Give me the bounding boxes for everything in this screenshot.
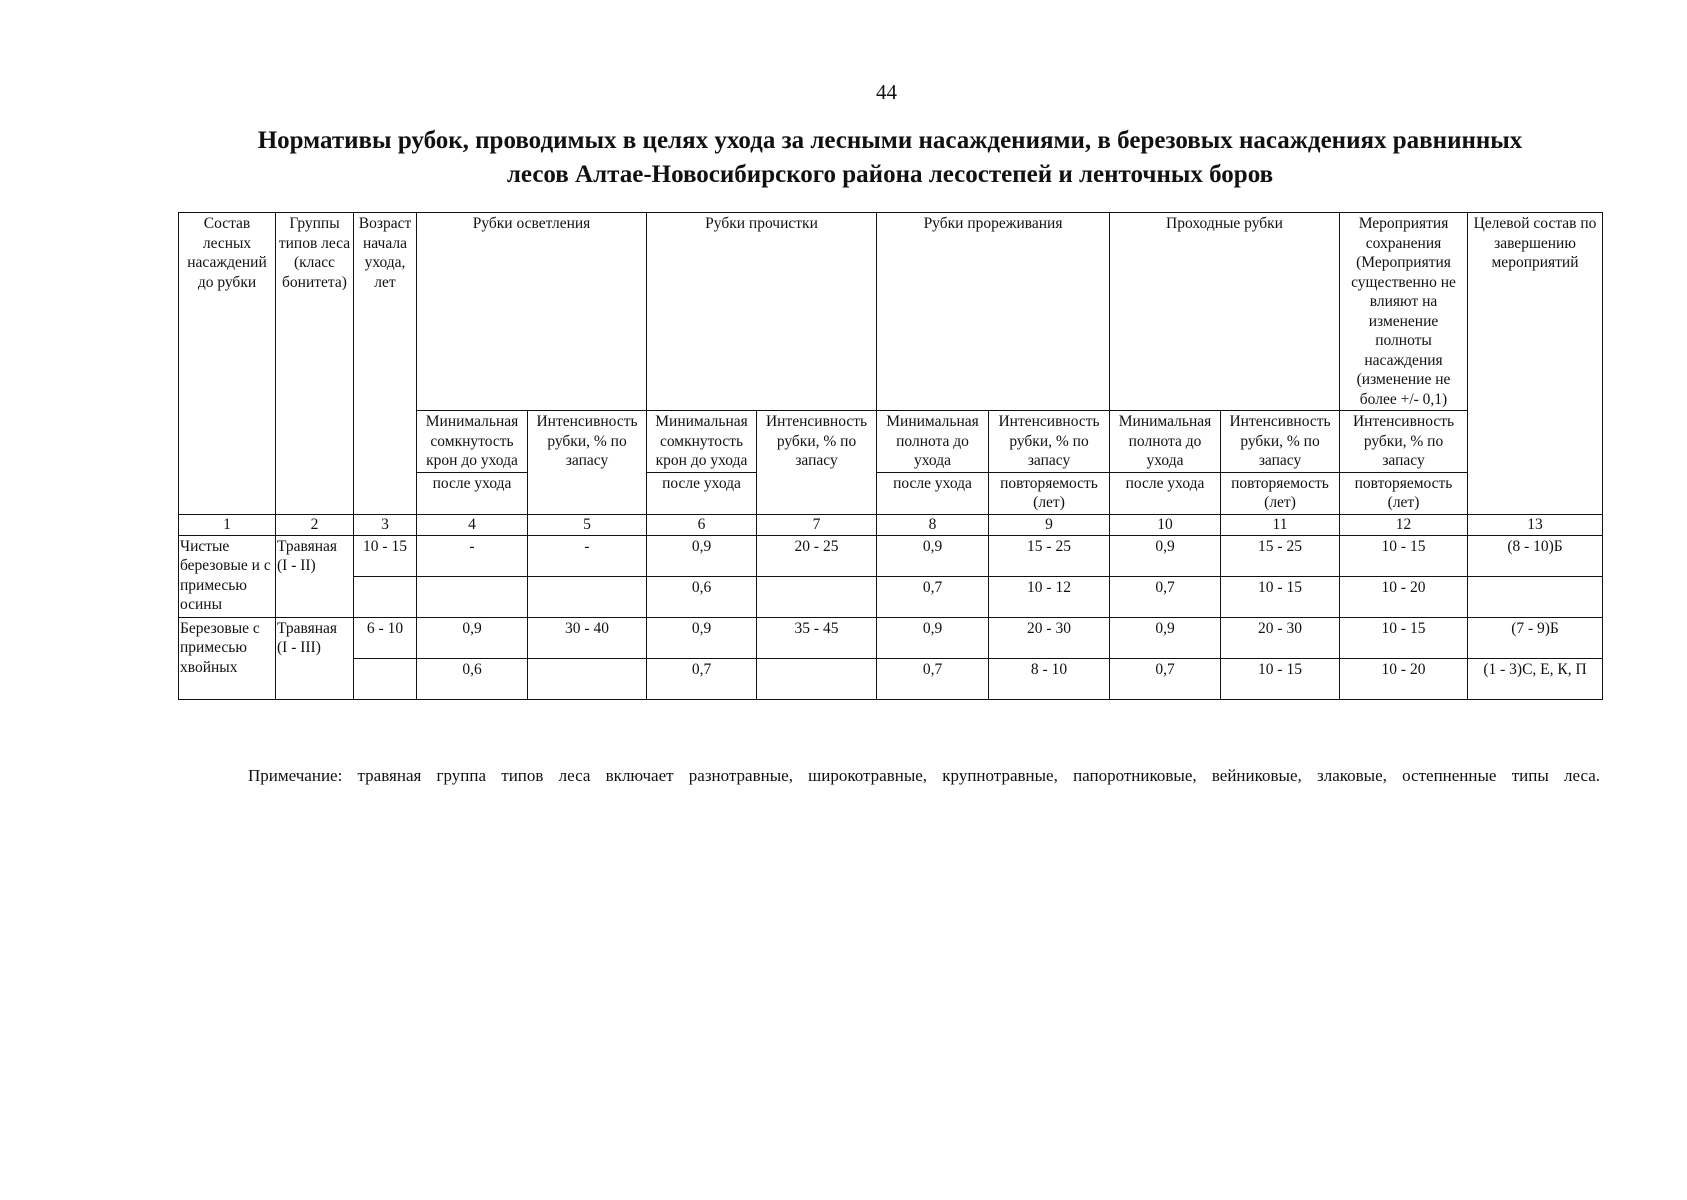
table-cell: - bbox=[417, 535, 528, 576]
header-forest-type-groups: Группы типов леса (класс бонитета) bbox=[276, 213, 354, 515]
table-cell bbox=[757, 576, 877, 617]
table-cell: 0,9 bbox=[417, 617, 528, 658]
table-row bbox=[179, 576, 1603, 617]
column-number: 6 bbox=[647, 514, 757, 535]
table-cell: 15 - 25 bbox=[1221, 535, 1340, 576]
column-number: 2 bbox=[276, 514, 354, 535]
header-thinning-cutting: Рубки прореживания bbox=[877, 213, 1110, 411]
cell-start-age-empty bbox=[354, 658, 417, 699]
cell-forest-type: Травяная (I - III) bbox=[276, 617, 354, 699]
table-cell: 35 - 45 bbox=[757, 617, 877, 658]
header-min-crown-density-6: Минимальная сомкнутость крон до ухода bbox=[647, 411, 757, 473]
header-intensity-7: Интенсивность рубки, % по запасу bbox=[757, 411, 877, 515]
table-cell bbox=[1468, 576, 1603, 617]
table-cell: 0,6 bbox=[417, 658, 528, 699]
column-number: 10 bbox=[1110, 514, 1221, 535]
title-line-1: Нормативы рубок, проводимых в целях ухода за лесными насаждениями, в березовых насаждениях равнинных bbox=[257, 127, 1523, 154]
table-cell: 0,7 bbox=[1110, 658, 1221, 699]
table-cell: 0,7 bbox=[877, 576, 989, 617]
table-cell: 0,7 bbox=[1110, 576, 1221, 617]
table-cell: 10 - 12 bbox=[989, 576, 1110, 617]
header-preservation-measures: Мероприятия сохранения (Мероприятия существенно не влияют на изменение полноты насаждения (изменение не более +/- 0,1) bbox=[1340, 213, 1468, 411]
column-number: 8 bbox=[877, 514, 989, 535]
header-after-care-4: после ухода bbox=[417, 472, 528, 514]
cell-start-age-empty bbox=[354, 576, 417, 617]
table-cell: (7 - 9)Б bbox=[1468, 617, 1603, 658]
column-number: 3 bbox=[354, 514, 417, 535]
footnote: Примечание: травяная группа типов леса включает разнотравные, широкотравные, крупнотравные, папоротниковые, вейниковые, злаковые, остепненные типы леса. bbox=[248, 766, 1600, 785]
table-cell: 20 - 30 bbox=[1221, 617, 1340, 658]
title-line-2: лесов Алтае-Новосибирского района лесостепей и ленточных боров bbox=[506, 161, 1274, 188]
header-composition: Состав лесных насаждений до рубки bbox=[179, 213, 276, 515]
column-number: 7 bbox=[757, 514, 877, 535]
header-after-care-6: после ухода bbox=[647, 472, 757, 514]
table-cell: 0,9 bbox=[647, 535, 757, 576]
table-cell: 20 - 25 bbox=[757, 535, 877, 576]
table-cell bbox=[528, 576, 647, 617]
table-cell: 0,9 bbox=[647, 617, 757, 658]
header-row-main bbox=[179, 213, 1603, 411]
header-min-crown-density-4: Минимальная сомкнутость крон до ухода bbox=[417, 411, 528, 473]
table-cell: - bbox=[528, 535, 647, 576]
cell-forest-type: Травяная (I - II) bbox=[276, 535, 354, 617]
cell-start-age: 10 - 15 bbox=[354, 535, 417, 576]
table-cell: 10 - 15 bbox=[1340, 617, 1468, 658]
table-row bbox=[179, 535, 1603, 576]
table-cell: 10 - 20 bbox=[1340, 658, 1468, 699]
header-min-fullness-10: Минимальная полнота до ухода bbox=[1110, 411, 1221, 473]
header-clarification-cutting: Рубки осветления bbox=[417, 213, 647, 411]
column-number: 9 bbox=[989, 514, 1110, 535]
header-target-composition: Целевой состав по завершению мероприятий bbox=[1468, 213, 1603, 515]
column-number: 1 bbox=[179, 514, 276, 535]
header-start-age: Возраст начала ухода, лет bbox=[354, 213, 417, 515]
table-cell bbox=[757, 658, 877, 699]
header-cleaning-cutting: Рубки прочистки bbox=[647, 213, 877, 411]
table-cell: 0,7 bbox=[877, 658, 989, 699]
table-cell: 10 - 15 bbox=[1340, 535, 1468, 576]
header-after-care-8: после ухода bbox=[877, 472, 989, 514]
table-cell: 10 - 15 bbox=[1221, 576, 1340, 617]
cell-start-age: 6 - 10 bbox=[354, 617, 417, 658]
header-passage-cutting: Проходные рубки bbox=[1110, 213, 1340, 411]
table-cell: 0,9 bbox=[1110, 535, 1221, 576]
column-number: 11 bbox=[1221, 514, 1340, 535]
table-cell: 15 - 25 bbox=[989, 535, 1110, 576]
table-cell: 0,9 bbox=[877, 535, 989, 576]
header-intensity-11: Интенсивность рубки, % по запасу bbox=[1221, 411, 1340, 473]
table-cell bbox=[528, 658, 647, 699]
column-number: 5 bbox=[528, 514, 647, 535]
table-cell: 8 - 10 bbox=[989, 658, 1110, 699]
table-cell: 10 - 20 bbox=[1340, 576, 1468, 617]
header-intensity-12: Интенсивность рубки, % по запасу bbox=[1340, 411, 1468, 473]
column-number: 4 bbox=[417, 514, 528, 535]
column-number: 12 bbox=[1340, 514, 1468, 535]
table-cell: 30 - 40 bbox=[528, 617, 647, 658]
header-repeatability-12: повторяемость (лет) bbox=[1340, 472, 1468, 514]
page-number: 44 bbox=[876, 80, 897, 104]
table-row bbox=[179, 658, 1603, 699]
header-repeatability-9: повторяемость (лет) bbox=[989, 472, 1110, 514]
header-after-care-10: после ухода bbox=[1110, 472, 1221, 514]
table-row bbox=[179, 617, 1603, 658]
header-min-fullness-8: Минимальная полнота до ухода bbox=[877, 411, 989, 473]
header-repeatability-11: повторяемость (лет) bbox=[1221, 472, 1340, 514]
table-cell: 0,6 bbox=[647, 576, 757, 617]
table-cell: 0,9 bbox=[1110, 617, 1221, 658]
header-intensity-5: Интенсивность рубки, % по запасу bbox=[528, 411, 647, 515]
document-title bbox=[180, 124, 1600, 192]
table-cell: 0,7 bbox=[647, 658, 757, 699]
column-number: 13 bbox=[1468, 514, 1603, 535]
norms-table bbox=[178, 212, 1603, 700]
table-cell: 0,9 bbox=[877, 617, 989, 658]
table-cell: (8 - 10)Б bbox=[1468, 535, 1603, 576]
column-numbers-row bbox=[179, 514, 1603, 535]
header-intensity-9: Интенсивность рубки, % по запасу bbox=[989, 411, 1110, 473]
cell-composition: Чистые березовые и с примесью осины bbox=[179, 535, 276, 617]
cell-composition: Березовые с примесью хвойных bbox=[179, 617, 276, 699]
table-cell: 20 - 30 bbox=[989, 617, 1110, 658]
table-cell bbox=[417, 576, 528, 617]
table-cell: (1 - 3)С, Е, К, П bbox=[1468, 658, 1603, 699]
table-cell: 10 - 15 bbox=[1221, 658, 1340, 699]
